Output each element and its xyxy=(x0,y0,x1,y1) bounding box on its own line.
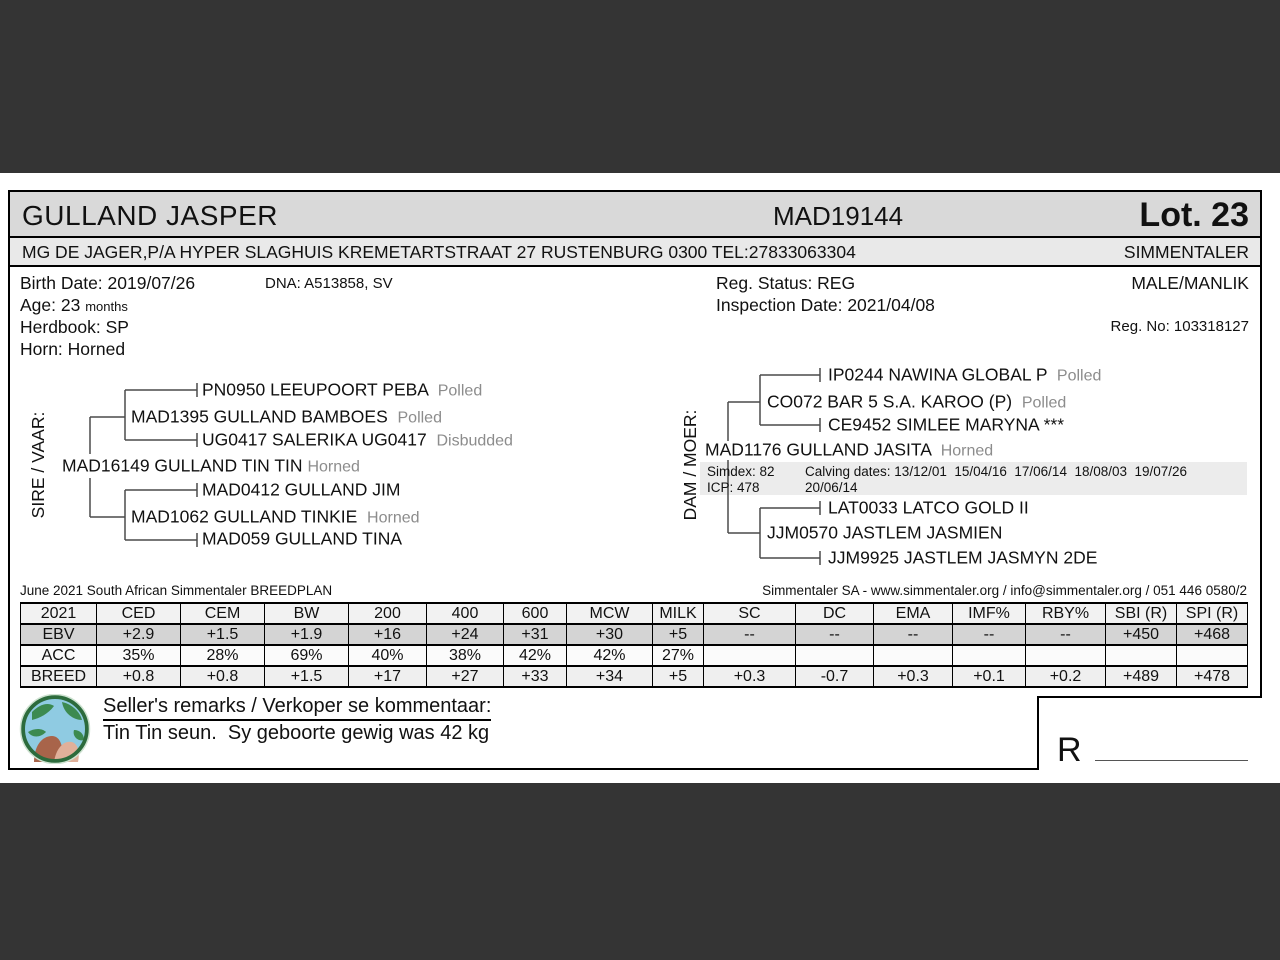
table-cell xyxy=(953,645,1026,666)
col-header: SBI (R) xyxy=(1106,603,1177,624)
horn-note: Horned xyxy=(367,509,420,527)
col-header: CEM xyxy=(181,603,265,624)
table-cell: +468 xyxy=(1177,624,1248,645)
icp-value: ICP: 478 xyxy=(707,480,760,495)
table-cell: +1.5 xyxy=(181,624,265,645)
calving-dates-line1: Calving dates: 13/12/01 15/04/16 17/06/14 18/08/03 19/07/26 xyxy=(805,464,1188,479)
dam-ggp4: JJM9925 JASTLEM JASMYN 2DE xyxy=(828,547,1098,568)
reg-status: Reg. Status: REG xyxy=(716,273,856,293)
col-header: BW xyxy=(265,603,349,624)
table-cell: +30 xyxy=(567,624,653,645)
breed-name: SIMMENTALER xyxy=(1123,242,1249,262)
inspection-date: Inspection Date: 2021/04/08 xyxy=(716,295,935,315)
table-cell: -- xyxy=(796,624,874,645)
col-header: SC xyxy=(704,603,796,624)
col-header: IMF% xyxy=(953,603,1026,624)
col-header: CED xyxy=(97,603,181,624)
table-cell: +0.3 xyxy=(874,666,953,687)
col-header: MILK xyxy=(653,603,704,624)
simmentaler-logo xyxy=(18,694,92,764)
sire-gp2: MAD1062 GULLAND TINKIE Horned xyxy=(131,506,420,527)
price-box xyxy=(1037,696,1262,770)
table-cell xyxy=(704,645,796,666)
title-band xyxy=(10,192,1260,238)
herdbook: Herdbook: SP xyxy=(20,317,129,337)
horn-note: Polled xyxy=(437,382,483,400)
horn-note: Polled xyxy=(397,409,442,427)
table-cell: -- xyxy=(704,624,796,645)
table-cell: +1.5 xyxy=(265,666,349,687)
dam-ggp3: LAT0033 LATCO GOLD II xyxy=(828,497,1029,518)
table-cell: -- xyxy=(953,624,1026,645)
table-cell xyxy=(1106,645,1177,666)
table-cell: 40% xyxy=(349,645,427,666)
birth-date: Birth Date: 2019/07/26 xyxy=(20,273,196,293)
acc-row xyxy=(21,645,1248,666)
table-cell: +478 xyxy=(1177,666,1248,687)
table-cell: +33 xyxy=(504,666,567,687)
col-header: SPI (R) xyxy=(1177,603,1248,624)
table-cell: 42% xyxy=(567,645,653,666)
society-contact: Simmentaler SA - www.simmentaler.org / info@simmentaler.org / 051 446 0580/2 xyxy=(762,583,1247,598)
table-cell: 28% xyxy=(181,645,265,666)
table-cell: +5 xyxy=(653,624,704,645)
horn-status: Horn: Horned xyxy=(20,339,126,359)
remarks-text: Tin Tin seun. Sy geboorte gewig was 42 kg xyxy=(103,722,490,744)
simdex-value: Simdex: 82 xyxy=(707,464,775,479)
col-header: 400 xyxy=(427,603,504,624)
table-cell xyxy=(1026,645,1106,666)
table-cell: -- xyxy=(1026,624,1106,645)
table-cell xyxy=(796,645,874,666)
remarks-title: Seller's remarks / Verkoper se kommentaar: xyxy=(103,695,491,721)
table-cell xyxy=(1177,645,1248,666)
table-cell: +450 xyxy=(1106,624,1177,645)
sire-ggp2: UG0417 SALERIKA UG0417 Disbudded xyxy=(202,429,513,450)
row-label: EBV xyxy=(21,624,97,645)
table-cell: +0.8 xyxy=(97,666,181,687)
table-cell: +0.8 xyxy=(181,666,265,687)
breedplan-caption: June 2021 South African Simmentaler BREEDPLAN xyxy=(20,583,333,598)
table-cell: +0.3 xyxy=(704,666,796,687)
dam-name: MAD1176 GULLAND JASITA Horned xyxy=(705,439,994,460)
sire-ggp1: PN0950 LEEUPOORT PEBA Polled xyxy=(202,379,483,400)
table-cell: +17 xyxy=(349,666,427,687)
horn-note: Polled xyxy=(1056,367,1102,385)
age-unit: months xyxy=(85,299,128,314)
table-cell: +2.9 xyxy=(97,624,181,645)
table-cell: -0.7 xyxy=(796,666,874,687)
price-currency: R xyxy=(1057,731,1082,769)
table-cell: +489 xyxy=(1106,666,1177,687)
dam-side-label: DAM / MOER: xyxy=(680,409,700,521)
horn-note: Disbudded xyxy=(436,432,513,450)
catalog-sheet xyxy=(8,190,1262,770)
table-cell: 69% xyxy=(265,645,349,666)
table-cell: +0.1 xyxy=(953,666,1026,687)
table-cell: 42% xyxy=(504,645,567,666)
col-header: EMA xyxy=(874,603,953,624)
dam-gp1: CO072 BAR 5 S.A. KAROO (P) Polled xyxy=(767,391,1067,412)
address-band xyxy=(10,238,1260,267)
age: Age: 23 months xyxy=(20,295,128,315)
col-header: DC xyxy=(796,603,874,624)
table-cell xyxy=(874,645,953,666)
reg-no: Reg. No: 103318127 xyxy=(1110,318,1249,335)
sire-name: MAD16149 GULLAND TIN TIN Horned xyxy=(62,455,360,476)
col-header: 200 xyxy=(349,603,427,624)
sire-side-label: SIRE / VAAR: xyxy=(28,411,48,519)
horn-note: Polled xyxy=(1021,394,1067,412)
row-label: ACC xyxy=(21,645,97,666)
table-cell: 38% xyxy=(427,645,504,666)
sire-gp1: MAD1395 GULLAND BAMBOES Polled xyxy=(131,406,442,427)
calving-dates-line2: 20/06/14 xyxy=(805,480,858,495)
col-header: MCW xyxy=(567,603,653,624)
table-cell: +16 xyxy=(349,624,427,645)
table-cell: 35% xyxy=(97,645,181,666)
lot-number: Lot. 23 xyxy=(1139,196,1249,234)
breedplan-table xyxy=(20,602,1248,688)
seller-address: MG DE JAGER,P/A HYPER SLAGHUIS KREMETARTSTRAAT 27 RUSTENBURG 0300 TEL:27833063304 xyxy=(22,242,856,262)
table-cell: +0.2 xyxy=(1026,666,1106,687)
table-header-row xyxy=(21,603,1248,624)
table-cell: +5 xyxy=(653,666,704,687)
animal-id: MAD19144 xyxy=(773,201,904,231)
row-label: BREED xyxy=(21,666,97,687)
dam-ggp1: IP0244 NAWINA GLOBAL P Polled xyxy=(828,364,1102,385)
table-cell: +1.9 xyxy=(265,624,349,645)
col-header: 2021 xyxy=(21,603,97,624)
breed-avg-row xyxy=(21,666,1248,687)
ebv-row xyxy=(21,624,1248,645)
sire-ggp4: MAD059 GULLAND TINA xyxy=(202,528,403,549)
table-cell: +31 xyxy=(504,624,567,645)
price-blank-line[interactable] xyxy=(1095,760,1248,761)
animal-name: GULLAND JASPER xyxy=(22,200,278,231)
col-header: RBY% xyxy=(1026,603,1106,624)
sex-label: MALE/MANLIK xyxy=(1131,273,1249,293)
dam-gp2: JJM0570 JASTLEM JASMIEN xyxy=(767,522,1003,543)
table-cell: +27 xyxy=(427,666,504,687)
dna-number: DNA: A513858, SV xyxy=(265,275,393,292)
sire-ggp3: MAD0412 GULLAND JIM xyxy=(202,479,401,500)
table-cell: +34 xyxy=(567,666,653,687)
horn-note: Horned xyxy=(307,458,360,476)
table-cell: -- xyxy=(874,624,953,645)
dam-ggp2: CE9452 SIMLEE MARYNA *** xyxy=(828,414,1065,435)
col-header: 600 xyxy=(504,603,567,624)
horn-note: Horned xyxy=(940,442,994,460)
table-cell: +24 xyxy=(427,624,504,645)
table-cell: 27% xyxy=(653,645,704,666)
